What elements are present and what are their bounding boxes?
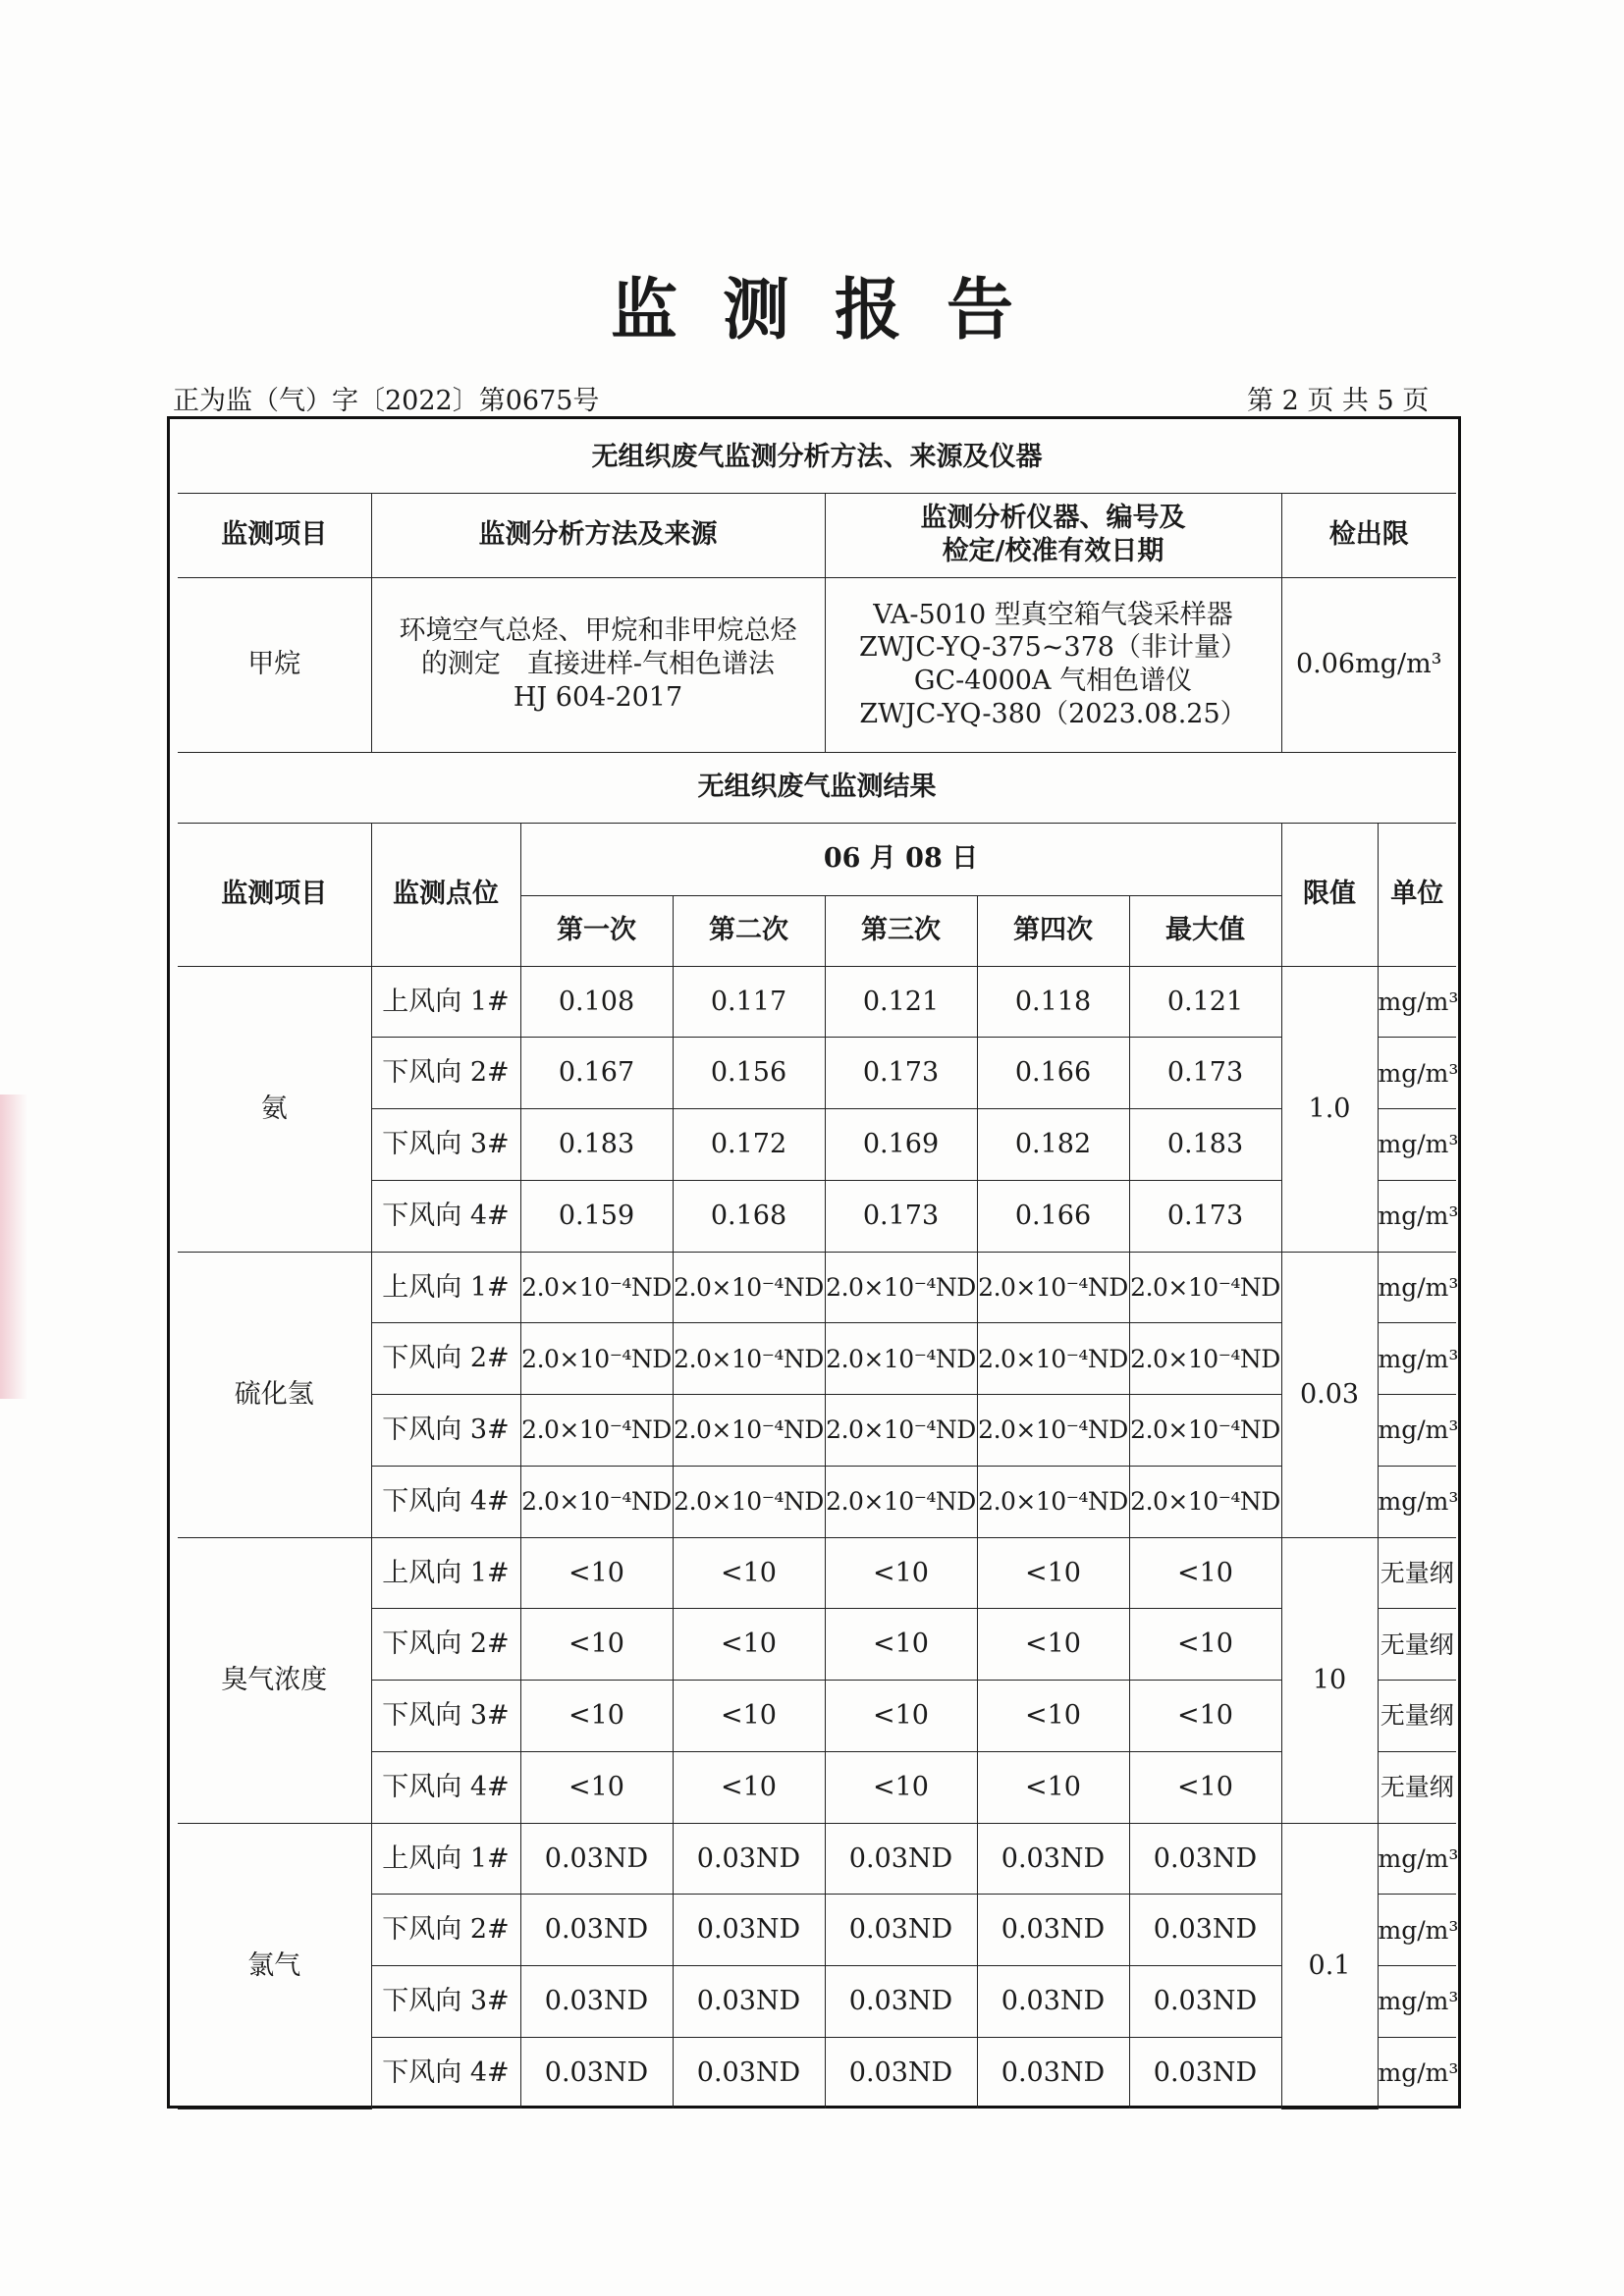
result-value: <10: [977, 1537, 1129, 1609]
methods-instrument-text: [825, 577, 1281, 752]
result-max-value: 0.173: [1129, 1180, 1281, 1252]
result-value: 0.169: [825, 1109, 977, 1181]
result-point: 上风向 1#: [371, 1823, 520, 1895]
result-value: 0.173: [825, 1180, 977, 1252]
methods-method-text: [371, 577, 825, 752]
result-value: 0.108: [520, 966, 673, 1038]
result-point: 下风向 3#: [371, 1109, 520, 1181]
methods-section-title: 无组织废气监测分析方法、来源及仪器: [178, 422, 1456, 493]
result-value: 0.03ND: [825, 2037, 977, 2109]
result-value: 2.0×10⁻⁴ND: [825, 1323, 977, 1395]
result-unit: mg/m³: [1378, 1252, 1456, 1323]
result-max-value: 0.03ND: [1129, 2037, 1281, 2109]
result-unit: mg/m³: [1378, 1180, 1456, 1252]
result-point: 下风向 4#: [371, 2037, 520, 2109]
result-max-value: 2.0×10⁻⁴ND: [1129, 1323, 1281, 1395]
result-limit: 0.03: [1281, 1252, 1378, 1537]
result-value: <10: [673, 1681, 825, 1752]
result-point: 下风向 2#: [371, 1038, 520, 1109]
result-value: <10: [673, 1751, 825, 1823]
result-value: 0.03ND: [825, 1823, 977, 1895]
result-item-name: 臭气浓度: [178, 1537, 371, 1823]
result-max-value: 2.0×10⁻⁴ND: [1129, 1252, 1281, 1323]
result-value: 2.0×10⁻⁴ND: [520, 1252, 673, 1323]
result-value: 0.03ND: [977, 2037, 1129, 2109]
results-header-round-3: 第三次: [825, 895, 977, 966]
result-unit: mg/m³: [1378, 1466, 1456, 1537]
results-header-limit: 限值: [1281, 823, 1378, 966]
result-max-value: 0.173: [1129, 1038, 1281, 1109]
result-unit: 无量纲: [1378, 1681, 1456, 1752]
result-value: 0.03ND: [977, 1823, 1129, 1895]
result-item-name: 氯气: [178, 1823, 371, 2109]
methods-instrument-line: VA-5010 型真空箱气袋采样器: [873, 599, 1233, 630]
methods-method-line: 环境空气总烃、甲烷和非甲烷总烃: [399, 615, 797, 647]
result-max-value: 2.0×10⁻⁴ND: [1129, 1395, 1281, 1467]
result-value: 0.03ND: [977, 1895, 1129, 1966]
result-value: 2.0×10⁻⁴ND: [673, 1395, 825, 1467]
table-row: [178, 966, 1456, 1038]
result-value: 0.166: [977, 1038, 1129, 1109]
result-value: <10: [977, 1609, 1129, 1681]
result-max-value: 0.03ND: [1129, 1823, 1281, 1895]
result-value: <10: [825, 1681, 977, 1752]
report-table: [178, 422, 1459, 2109]
result-value: <10: [977, 1751, 1129, 1823]
result-point: 上风向 1#: [371, 1537, 520, 1609]
results-header-date: 06 月 08 日: [520, 823, 1281, 895]
methods-instrument-line: GC-4000A 气相色谱仪: [913, 666, 1193, 696]
result-max-value: <10: [1129, 1537, 1281, 1609]
result-value: 2.0×10⁻⁴ND: [977, 1466, 1129, 1537]
results-header-round-2: 第二次: [673, 895, 825, 966]
result-value: <10: [520, 1537, 673, 1609]
result-value: 0.03ND: [673, 1966, 825, 2038]
page-number: 第 2 页 共 5 页: [1247, 386, 1430, 416]
result-value: 0.03ND: [520, 1895, 673, 1966]
result-point: 下风向 4#: [371, 1180, 520, 1252]
methods-method-line: 的测定 直接进样-气相色谱法: [420, 649, 776, 680]
result-value: 0.172: [673, 1109, 825, 1181]
table-row: [178, 1537, 1456, 1609]
result-max-value: 0.03ND: [1129, 1895, 1281, 1966]
result-value: 2.0×10⁻⁴ND: [825, 1252, 977, 1323]
result-value: 0.156: [673, 1038, 825, 1109]
results-header-point: 监测点位: [371, 823, 520, 966]
result-value: 2.0×10⁻⁴ND: [977, 1323, 1129, 1395]
result-unit: mg/m³: [1378, 1109, 1456, 1181]
methods-instrument-line: ZWJC-YQ-375~378（非计量）: [859, 632, 1247, 664]
result-max-value: <10: [1129, 1609, 1281, 1681]
result-max-value: 2.0×10⁻⁴ND: [1129, 1466, 1281, 1537]
result-max-value: <10: [1129, 1751, 1281, 1823]
results-header-round-1: 第一次: [520, 895, 673, 966]
result-point: 下风向 2#: [371, 1323, 520, 1395]
result-unit: mg/m³: [1378, 1823, 1456, 1895]
results-header-max: 最大值: [1129, 895, 1281, 966]
result-value: 2.0×10⁻⁴ND: [825, 1395, 977, 1467]
result-value: 0.183: [520, 1109, 673, 1181]
result-unit: mg/m³: [1378, 966, 1456, 1038]
result-unit: mg/m³: [1378, 2037, 1456, 2109]
result-max-value: <10: [1129, 1681, 1281, 1752]
result-max-value: 0.121: [1129, 966, 1281, 1038]
result-unit: mg/m³: [1378, 1395, 1456, 1467]
result-value: 2.0×10⁻⁴ND: [520, 1395, 673, 1467]
result-point: 下风向 3#: [371, 1966, 520, 2038]
result-item-name: 氨: [178, 966, 371, 1252]
methods-method-line: HJ 604-2017: [513, 681, 683, 713]
result-unit: 无量纲: [1378, 1751, 1456, 1823]
result-unit: mg/m³: [1378, 1966, 1456, 2038]
result-value: <10: [977, 1681, 1129, 1752]
methods-item: 甲烷: [178, 577, 371, 752]
result-value: <10: [825, 1751, 977, 1823]
result-point: 下风向 3#: [371, 1681, 520, 1752]
result-value: 0.03ND: [673, 2037, 825, 2109]
result-value: <10: [520, 1751, 673, 1823]
result-point: 下风向 2#: [371, 1609, 520, 1681]
report-table-frame: [167, 416, 1461, 2109]
result-value: 2.0×10⁻⁴ND: [673, 1323, 825, 1395]
result-value: 2.0×10⁻⁴ND: [673, 1466, 825, 1537]
result-limit: 10: [1281, 1537, 1378, 1823]
result-value: 2.0×10⁻⁴ND: [825, 1466, 977, 1537]
result-value: <10: [673, 1537, 825, 1609]
result-value: 0.168: [673, 1180, 825, 1252]
result-value: 0.117: [673, 966, 825, 1038]
seal-edge-mark: [0, 1095, 27, 1399]
result-point: 下风向 4#: [371, 1466, 520, 1537]
result-value: 0.03ND: [673, 1895, 825, 1966]
result-value: <10: [520, 1609, 673, 1681]
result-value: 0.03ND: [520, 1966, 673, 2038]
result-value: 0.03ND: [520, 1823, 673, 1895]
result-value: 0.03ND: [520, 2037, 673, 2109]
result-value: <10: [825, 1537, 977, 1609]
methods-header-item: 监测项目: [178, 493, 371, 577]
result-value: 0.118: [977, 966, 1129, 1038]
results-header-item: 监测项目: [178, 823, 371, 966]
results-header-unit: 单位: [1378, 823, 1456, 966]
methods-header-instrument: [825, 493, 1281, 577]
result-value: 0.03ND: [825, 1966, 977, 2038]
table-row: [178, 1252, 1456, 1323]
result-value: 0.167: [520, 1038, 673, 1109]
result-value: 2.0×10⁻⁴ND: [520, 1323, 673, 1395]
result-value: 0.166: [977, 1180, 1129, 1252]
methods-instrument-line: ZWJC-YQ-380（2023.08.25）: [859, 698, 1247, 729]
result-value: <10: [673, 1609, 825, 1681]
result-value: 2.0×10⁻⁴ND: [673, 1252, 825, 1323]
result-value: 0.03ND: [977, 1966, 1129, 2038]
result-point: 上风向 1#: [371, 1252, 520, 1323]
methods-header-instrument-line1: 监测分析仪器、编号及: [920, 503, 1186, 534]
report-title: 监测报告: [610, 272, 1058, 349]
result-unit: mg/m³: [1378, 1323, 1456, 1395]
result-value: 2.0×10⁻⁴ND: [977, 1252, 1129, 1323]
results-section-title: 无组织废气监测结果: [178, 752, 1456, 823]
result-max-value: 0.183: [1129, 1109, 1281, 1181]
table-row: [178, 1823, 1456, 1895]
result-unit: mg/m³: [1378, 1038, 1456, 1109]
result-limit: 1.0: [1281, 966, 1378, 1252]
result-max-value: 0.03ND: [1129, 1966, 1281, 2038]
result-value: <10: [825, 1609, 977, 1681]
result-value: 0.121: [825, 966, 977, 1038]
result-limit: 0.1: [1281, 1823, 1378, 2109]
result-value: 0.03ND: [673, 1823, 825, 1895]
result-point: 下风向 3#: [371, 1395, 520, 1467]
result-value: 0.173: [825, 1038, 977, 1109]
result-unit: mg/m³: [1378, 1895, 1456, 1966]
result-value: 0.159: [520, 1180, 673, 1252]
methods-header-instrument-line2: 检定/校准有效日期: [942, 536, 1164, 566]
result-value: 0.03ND: [825, 1895, 977, 1966]
result-item-name: 硫化氢: [178, 1252, 371, 1537]
result-value: 0.182: [977, 1109, 1129, 1181]
document-number: 正为监（气）字〔2022〕第0675号: [173, 386, 600, 416]
result-point: 下风向 4#: [371, 1751, 520, 1823]
result-unit: 无量纲: [1378, 1537, 1456, 1609]
result-unit: 无量纲: [1378, 1609, 1456, 1681]
methods-header-limit: 检出限: [1281, 493, 1456, 577]
methods-detection-limit: 0.06mg/m³: [1281, 577, 1456, 752]
result-point: 上风向 1#: [371, 966, 520, 1038]
result-point: 下风向 2#: [371, 1895, 520, 1966]
result-value: <10: [520, 1681, 673, 1752]
result-value: 2.0×10⁻⁴ND: [977, 1395, 1129, 1467]
result-value: 2.0×10⁻⁴ND: [520, 1466, 673, 1537]
methods-header-method: 监测分析方法及来源: [371, 493, 825, 577]
results-header-round-4: 第四次: [977, 895, 1129, 966]
